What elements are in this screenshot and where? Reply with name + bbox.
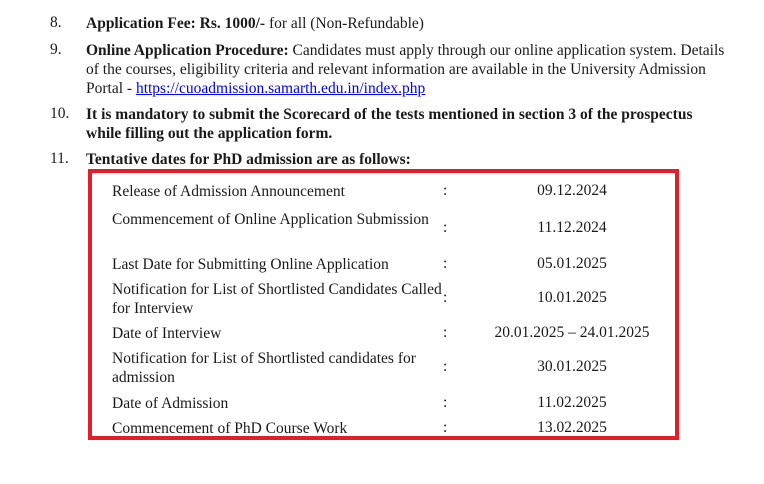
item-number: 8. <box>50 14 62 31</box>
event-label: Date of Admission <box>112 395 229 412</box>
item-heading: Online Application Procedure: <box>86 42 289 59</box>
event-date: 30.01.2025 <box>537 358 607 375</box>
separator: : <box>443 324 448 341</box>
admission-portal-link[interactable]: https://cuoadmission.samarth.edu.in/index.php <box>135 80 426 97</box>
list-item-9 <box>50 41 730 98</box>
event-label: Notification for List of Shortlisted candidates for admission <box>112 350 416 386</box>
separator: : <box>443 419 448 436</box>
item-number: 9. <box>50 41 62 58</box>
item-text: for all (Non-Refundable) <box>265 15 424 32</box>
separator: : <box>443 182 448 199</box>
event-label: Notification for List of Shortlisted Candidates Called for Interview <box>112 281 442 317</box>
separator: : <box>443 219 448 236</box>
list-item-10 <box>50 105 730 143</box>
event-label: Release of Admission Announcement <box>112 183 345 200</box>
event-date: 13.02.2025 <box>537 419 607 436</box>
event-label: Last Date for Submitting Online Application <box>112 256 389 273</box>
separator: : <box>443 394 448 411</box>
item-number: 11. <box>50 150 69 167</box>
list-item-11 <box>50 150 730 169</box>
item-number: 10. <box>50 105 70 122</box>
item-heading: It is mandatory to submit the Scorecard of the tests mentioned in section 3 of the prospectus while filling out the application form. <box>86 106 693 142</box>
event-date: 11.02.2025 <box>537 394 607 411</box>
event-label: Commencement of PhD Course Work <box>112 420 348 437</box>
separator: : <box>443 255 448 272</box>
list-item-8 <box>50 14 730 33</box>
event-date: 09.12.2024 <box>537 182 607 199</box>
event-label: Commencement of Online Application Submission <box>112 211 429 228</box>
admission-schedule-table <box>88 169 679 440</box>
event-date: 11.12.2024 <box>537 219 607 236</box>
event-label: Date of Interview <box>112 325 222 342</box>
separator: : <box>443 358 448 375</box>
event-date: 20.01.2025 – 24.01.2025 <box>494 324 650 341</box>
event-date: 10.01.2025 <box>537 289 607 306</box>
item-heading: Tentative dates for PhD admission are as follows: <box>86 151 411 168</box>
event-date: 05.01.2025 <box>537 255 607 272</box>
item-text: Candidates must apply through our online application system. Details of the courses, eligibility criteria and relevant information are available in the University Admission Portal - <box>86 42 725 97</box>
separator: : <box>443 289 448 306</box>
item-heading: Application Fee: Rs. 1000/- <box>86 15 266 32</box>
